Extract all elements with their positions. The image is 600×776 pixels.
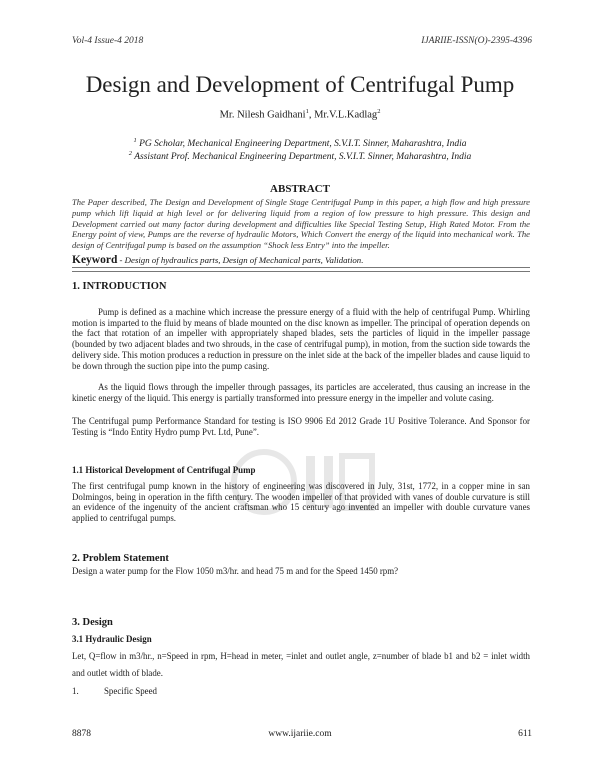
keywords-label: Keyword: [72, 254, 118, 266]
subsection-heading-hydraulic: 3.1 Hydraulic Design: [72, 634, 152, 644]
abstract-text: The Paper described, The Design and Development of Single Stage Centrifugal Pump in this paper, a high flow and high pressure pump which lift liquid at high level or for delivering liquid from a region of low pressure to high pressure. This design and Development carried out many factor during development and difficulties like Special Testing Setup, High Rated Motor. From the Energy point of view, Pumps are the reverse of hydraulic Motors, Which Convert the energy of the liquid into mechanical work. The design of Centrifugal pump is based on the assumption “Shock less Entry” into the impeller.: [72, 197, 530, 251]
affiliation-text: PG Scholar, Mechanical Engineering Department, S.V.I.T. Sinner, Maharashtra, India: [136, 139, 467, 150]
author-name: Mr. Nilesh Gaidhani: [219, 109, 306, 121]
affiliation: [0, 150, 600, 162]
author-name: Mr.V.L.Kadlag: [314, 109, 378, 121]
introduction-paragraph: Pump is defined as a machine which increase the pressure energy of a fluid with the help of centrifugal Pump. Whirling motion is imparted to the fluid by means of blade mounted on the disc known as impeller. The principal of operation depends on the fact that rotation of an impeller with appropriately shaped blades, sets the particles of liquid in the impeller passage (bounded by two adjacent blades and two shrouds, in the case of centrifugal pump), in motion, from the suction side towards the delivery side. This motion produces a reduction in pressure on the inlet side at the back of the impeller blades and cause liquid to be down through the suction pipe into the pump casing.: [72, 307, 530, 371]
journal-volume: Vol-4 Issue-4 2018: [72, 36, 144, 46]
list-text: Specific Speed: [104, 686, 157, 696]
introduction-paragraph: As the liquid flows through the impeller through passages, its particles are accelerated, thus causing an increase in the kinetic energy of the liquid. This energy is partially transformed into pressure energy in the impeller and volute casing.: [72, 382, 530, 403]
journal-issn: IJARIIE-ISSN(O)-2395-4396: [421, 36, 532, 46]
journal-website: www.ijariie.com: [268, 729, 332, 739]
affiliation-marker: 1: [133, 137, 137, 144]
keywords-text: - Design of hydraulics parts, Design of Mechanical parts, Validation.: [117, 255, 364, 265]
section-heading-introduction: 1. INTRODUCTION: [72, 281, 167, 292]
divider: [72, 271, 530, 272]
section-heading-design: 3. Design: [72, 617, 113, 628]
subsection-heading-history: 1.1 Historical Development of Centrifugal Pump: [72, 465, 256, 475]
section-heading-problem: 2. Problem Statement: [72, 553, 169, 564]
history-paragraph: The first centrifugal pump known in the history of engineering was discovered in July, 31st, 1772, in a copper mine in san Dolmingos, being in operation in the fifth century. The wooden impeller of that provided with vanes of double curvature is still an evidence of the ingenuity of the ancient craftsman who 15 century ago invented an impeller with double curvature vanes applied to centrifugal pumps.: [72, 481, 530, 524]
list-number: 1.: [72, 686, 79, 696]
author-separator: ,: [308, 109, 315, 121]
author-list: [0, 108, 600, 121]
paper-id: 8878: [72, 729, 91, 739]
abstract-heading: ABSTRACT: [270, 183, 330, 195]
affiliation-marker: 2: [128, 150, 132, 157]
introduction-paragraph: The Centrifugal pump Performance Standard for testing is ISO 9906 Ed 2012 Grade 1U Positive Tolerance. And Sponsor for Testing is “Indo Entity Hydro pump Pvt. Ltd, Pune”.: [72, 416, 530, 437]
list-item: [72, 686, 157, 696]
author-affiliation-marker: 1: [305, 108, 309, 115]
page-number: 611: [518, 729, 532, 739]
hydraulic-paragraph: Let, Q=flow in m3/hr., n=Speed in rpm, H=head in meter, =inlet and outlet angle, z=number of blade b1 and b2 = inlet width and outlet width of blade.: [72, 651, 530, 678]
paper-title: Design and Development of Centrifugal Pump: [85, 72, 515, 97]
keywords: [72, 254, 530, 266]
affiliation-text: Assistant Prof. Mechanical Engineering Department, S.V.I.T. Sinner, Maharashtra, India: [131, 152, 472, 163]
author-affiliation-marker: 2: [377, 108, 381, 115]
divider: [72, 267, 530, 268]
problem-paragraph: Design a water pump for the Flow 1050 m3/hr. and head 75 m and for the Speed 1450 rpm?: [72, 566, 399, 576]
affiliation: [0, 137, 600, 149]
